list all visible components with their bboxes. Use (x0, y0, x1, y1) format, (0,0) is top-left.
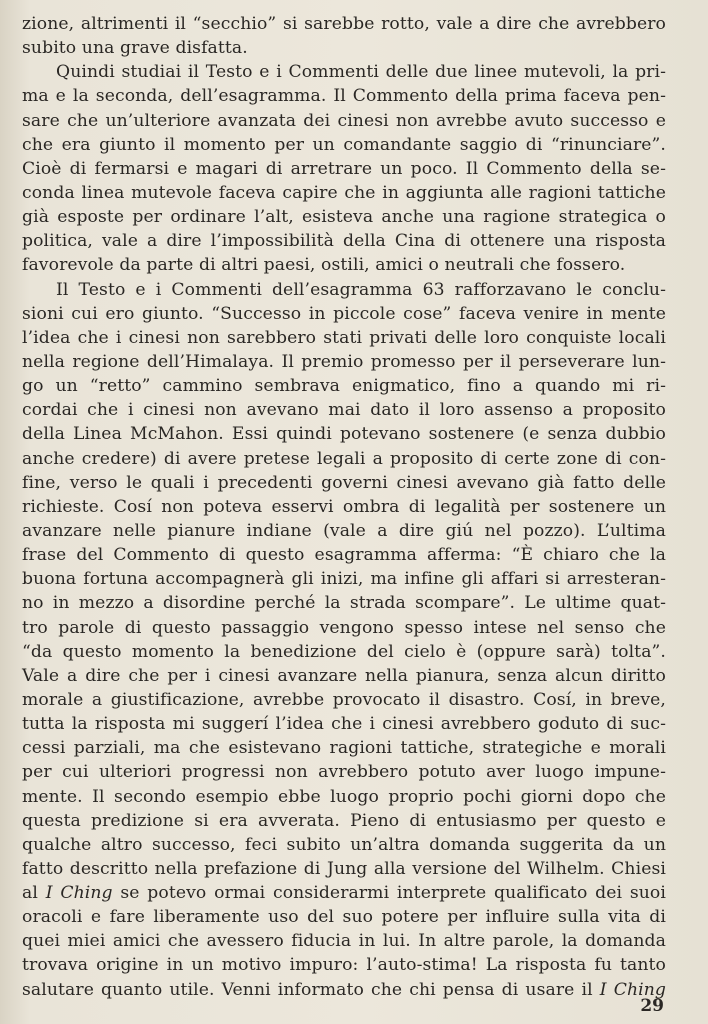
text-line-4: ma e la seconda, dell’esagramma. Il Commento della prima faceva pen- (22, 86, 666, 107)
text-line-8: conda linea mutevole faceva capire che in aggiunta alle ragioni tattiche (22, 182, 666, 203)
text-line-41-before: salutare quanto utile. Venni informato che chi pensa di usare il (22, 979, 600, 1000)
body-text (22, 12, 666, 1002)
text-line-35: qualche altro successo, feci subito un’altra domanda suggerita da un (22, 834, 666, 855)
text-line-5: sare che un’ulteriore avanzata dei cinesi non avrebbe avuto successo e (22, 110, 666, 131)
text-line-11: favorevole da parte di altri paesi, ostili, amici o neutrali che fossero. (22, 255, 626, 276)
text-line-22: avanzare nelle pianure indiane (vale a dire giú nel pozzo). L’ultima (22, 520, 666, 541)
text-line-21: richieste. Cosí non poteva esservi ombra di legalità per sostenere un (22, 496, 666, 517)
text-line-9: già esposte per ordinare l’alt, esisteva anche una ragione strategica o (22, 207, 666, 228)
text-line-18: della Linea McMahon. Essi quindi potevano sostenere (e senza dubbio (22, 424, 666, 445)
text-line-10: politica, vale a dire l’impossibilità della Cina di ottenere una risposta (22, 231, 666, 252)
text-line-19: anche credere) di avere pretese legali a proposito di certe zone di con- (22, 448, 666, 469)
text-line-28: Vale a dire che per i cinesi avanzare nella pianura, senza alcun diritto (22, 665, 666, 686)
text-line-16: go un “retto” cammino sembrava enigmatico, fino a quando mi ri- (22, 376, 666, 397)
text-line-37 (22, 881, 666, 905)
text-line-40: trovava origine in un motivo impuro: l’auto-stima! La risposta fu tanto (22, 955, 666, 976)
text-line-12: Il Testo e i Commenti dell’esagramma 63 rafforzavano le conclu- (56, 279, 666, 300)
text-line-30: tutta la risposta mi suggerí l’idea che i cinesi avrebbero goduto di suc- (22, 714, 666, 735)
text-line-29: morale a giustificazione, avrebbe provocato il disastro. Cosí, in breve, (22, 689, 666, 710)
text-line-13: sioni cui ero giunto. “Successo in piccole cose” faceva venire in mente (22, 303, 666, 324)
text-line-20: fine, verso le quali i precedenti governi cinesi avevano già fatto delle (22, 472, 666, 493)
text-line-23: frase del Commento di questo esagramma afferma: “È chiaro che la (22, 545, 666, 566)
text-line-26: tro parole di questo passaggio vengono spesso intese nel senso che (22, 617, 666, 638)
book-title-i-ching-2: I Ching (599, 979, 666, 1000)
text-line-17: cordai che i cinesi non avevano mai dato il loro assenso a proposito (22, 400, 666, 421)
text-line-7: Cioè di fermarsi e magari di arretrare un poco. Il Commento della se- (22, 158, 666, 179)
text-line-2: subito una grave disfatta. (22, 38, 248, 59)
text-line-31: cessi parziali, ma che esistevano ragioni tattiche, strategiche e morali (22, 738, 666, 759)
text-line-1: zione, altrimenti il “secchio” si sarebbe rotto, vale a dire che avrebbero (22, 14, 666, 34)
text-line-3: Quindi studiai il Testo e i Commenti delle due linee mutevoli, la pri- (56, 62, 666, 83)
text-line-34: questa predizione si era avverata. Pieno di entusiasmo per questo e (22, 810, 666, 831)
text-line-14: l’idea che i cinesi non sarebbero stati privati delle loro conquiste locali (22, 327, 666, 348)
text-line-25: no in mezzo a disordine perché la strada scompare”. Le ultime quat- (22, 593, 666, 614)
text-line-39: quei miei amici che avessero fiducia in lui. In altre parole, la domanda (22, 931, 666, 952)
text-line-6: che era giunto il momento per un comandante saggio di “rinunciare”. (22, 134, 666, 155)
text-line-38: oracoli e fare liberamente uso del suo potere per influire sulla vita di (22, 907, 666, 928)
text-line-24: buona fortuna accompagnerà gli inizi, ma infine gli affari si arresteran- (22, 569, 666, 590)
text-line-27: “da questo momento la benedizione del cielo è (oppure sarà) tolta”. (22, 641, 666, 662)
text-line-15: nella regione dell’Himalaya. Il premio promesso per il perseverare lun- (22, 351, 666, 372)
text-line-32: per cui ulteriori progressi non avrebbero potuto aver luogo impune- (22, 762, 666, 783)
page-number: 29 (640, 996, 664, 1016)
text-line-41 (22, 978, 666, 1002)
text-line-36: fatto descritto nella prefazione di Jung alla versione del Wilhelm. Chiesi (22, 858, 666, 879)
text-line-37-after: se potevo ormai considerarmi interprete qualificato dei suoi (112, 883, 666, 904)
book-title-i-ching: I Ching (45, 883, 113, 904)
text-line-37-before: al (22, 883, 46, 904)
text-line-33: mente. Il secondo esempio ebbe luogo proprio pochi giorni dopo che (22, 786, 666, 807)
